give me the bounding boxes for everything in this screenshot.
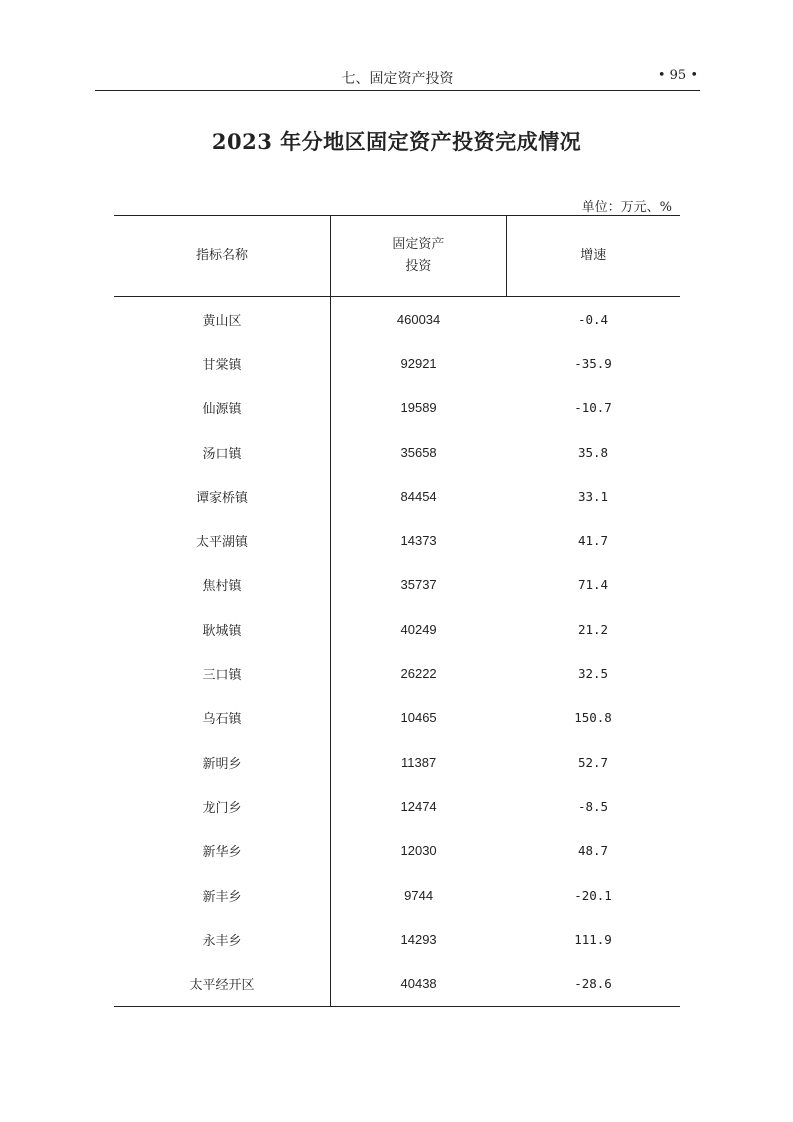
table-row (114, 563, 680, 607)
investment-cell: 14293 (400, 931, 437, 947)
growth-rate-cell: -28.6 (506, 961, 680, 1006)
growth-rate-cell: -20.1 (574, 887, 612, 903)
column-header-name (114, 216, 331, 297)
region-name-cell: 焦村镇 (114, 563, 331, 607)
investment-cell: 14373 (400, 533, 437, 549)
investment-cell: 35737 (400, 577, 437, 593)
growth-rate-cell: -0.4 (577, 311, 609, 327)
section-title: 七、固定资产投资 (341, 71, 454, 87)
investment-cell: 11387 (401, 754, 437, 770)
investment-cell: 10465 (400, 710, 437, 726)
column-header-investment-line2: 投资 (405, 259, 432, 274)
region-name-cell: 永丰乡 (114, 917, 331, 961)
table-row (114, 961, 680, 1006)
column-header-investment-line1: 固定资产 (392, 237, 445, 252)
table-row (114, 651, 680, 695)
region-name-cell: 三口镇 (114, 651, 331, 695)
table-body (114, 297, 680, 1007)
growth-rate-cell: -10.7 (574, 400, 612, 416)
region-name-cell: 甘棠镇 (114, 341, 331, 385)
growth-rate-cell: 71.4 (577, 577, 609, 593)
region-name-cell: 乌石镇 (114, 696, 331, 740)
table-row (114, 386, 680, 430)
table-row (114, 607, 680, 651)
table-row (114, 917, 680, 961)
growth-rate-cell: 35.8 (577, 444, 609, 460)
investment-cell: 19589 (400, 400, 437, 416)
document-title: 2023 年分地区固定资产投资完成情况 (211, 129, 582, 154)
table-row (114, 740, 680, 784)
region-name-cell: 耿城镇 (114, 607, 331, 651)
table-row (114, 518, 680, 562)
investment-cell: 92921 (400, 355, 437, 371)
region-name-cell: 黄山区 (114, 297, 331, 342)
investment-cell: 40249 (400, 621, 437, 637)
investment-cell: 12030 (400, 843, 437, 859)
growth-rate-cell: -8.5 (577, 798, 609, 814)
unit-label: 单位：万元、% (581, 200, 672, 215)
column-header-name-label: 指标名称 (196, 248, 249, 263)
growth-rate-cell: -35.9 (574, 355, 612, 371)
investment-cell: 84454 (400, 488, 437, 504)
investment-table (114, 215, 680, 1007)
table-row (114, 784, 680, 828)
growth-rate-cell: 33.1 (577, 488, 609, 504)
column-header-growth-label: 增速 (580, 248, 607, 263)
investment-cell: 12474 (400, 798, 437, 814)
investment-cell: 35658 (400, 444, 437, 460)
region-name-cell: 汤口镇 (114, 430, 331, 474)
table-row (114, 297, 680, 342)
table-row (114, 341, 680, 385)
column-header-investment (331, 216, 506, 297)
growth-rate-cell: 150.8 (574, 710, 612, 726)
region-name-cell: 新明乡 (114, 740, 331, 784)
growth-rate-cell: 52.7 (577, 754, 609, 770)
table-row (114, 474, 680, 518)
growth-rate-cell: 21.2 (577, 621, 609, 637)
investment-cell: 460034 (396, 311, 441, 327)
table-row (114, 696, 680, 740)
investment-cell: 26222 (400, 666, 437, 682)
region-name-cell: 太平经开区 (114, 961, 331, 1006)
table-header-row (114, 216, 680, 297)
growth-rate-cell: 48.7 (577, 843, 609, 859)
region-name-cell: 新丰乡 (114, 873, 331, 917)
table-row (114, 873, 680, 917)
table-row (114, 829, 680, 873)
column-header-growth (506, 216, 680, 297)
region-name-cell: 新华乡 (114, 829, 331, 873)
page-number: • 95 • (657, 68, 698, 83)
growth-rate-cell: 32.5 (577, 666, 609, 682)
table-row (114, 430, 680, 474)
growth-rate-cell: 41.7 (577, 533, 609, 549)
region-name-cell: 太平湖镇 (114, 518, 331, 562)
region-name-cell: 龙门乡 (114, 784, 331, 828)
running-header (95, 66, 700, 91)
investment-cell: 9744 (404, 887, 434, 903)
growth-rate-cell: 111.9 (574, 931, 612, 947)
region-name-cell: 谭家桥镇 (114, 474, 331, 518)
investment-cell: 40438 (331, 961, 506, 1006)
region-name-cell: 仙源镇 (114, 386, 331, 430)
